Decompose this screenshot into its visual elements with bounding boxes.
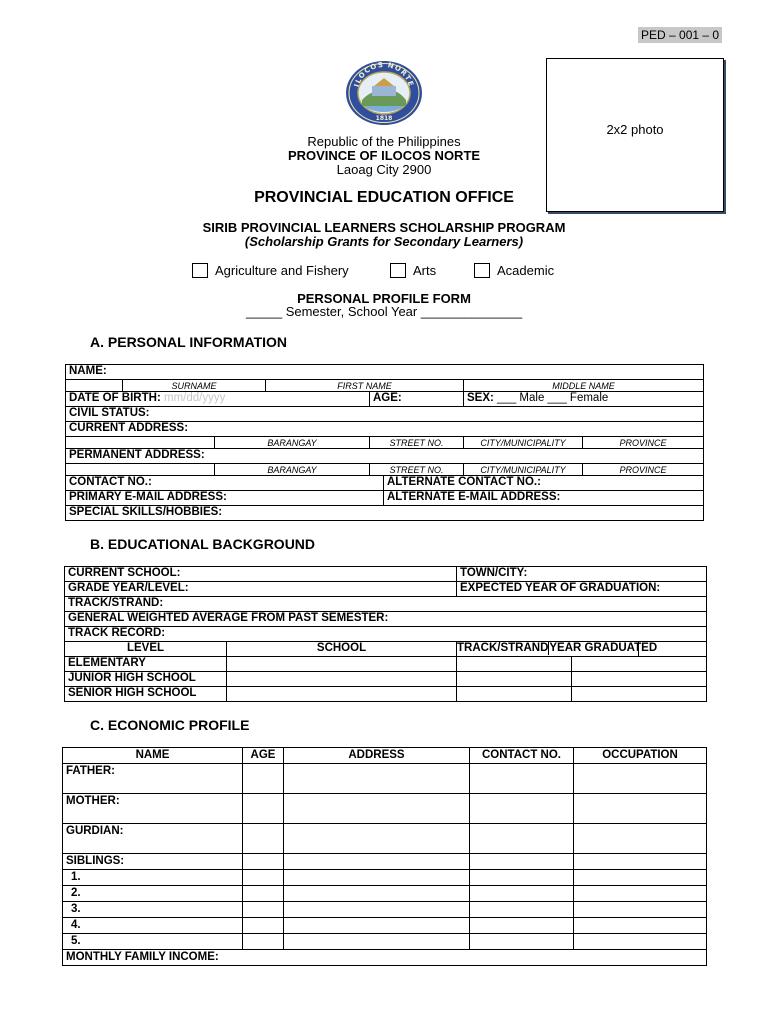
arts-checkbox[interactable]	[390, 263, 406, 278]
form-code: PED – 001 – 0	[638, 27, 722, 43]
permanent-province-label: PROVINCE	[583, 464, 704, 476]
economic-table	[62, 747, 707, 966]
section-b-heading: B. EDUCATIONAL BACKGROUND	[90, 536, 316, 552]
table-row	[63, 748, 707, 764]
permanent-city-label: CITY/MUNICIPALITY	[464, 464, 583, 476]
track-strand-field[interactable]: TRACK/STRAND:	[65, 597, 707, 612]
personal-info-table	[65, 364, 704, 521]
education-table	[64, 566, 707, 702]
sibling-number: 3.	[63, 902, 243, 918]
col-address: ADDRESS	[284, 748, 470, 764]
col-contact-no: CONTACT NO.	[470, 748, 574, 764]
col-occupation: OCCUPATION	[574, 748, 707, 764]
first-name-label: FIRST NAME	[266, 380, 464, 392]
permanent-address-field[interactable]: PERMANENT ADDRESS:	[66, 449, 704, 464]
alt-email-field[interactable]: ALTERNATE E-MAIL ADDRESS:	[384, 491, 704, 506]
sibling-number: 2.	[63, 886, 243, 902]
primary-email-field[interactable]: PRIMARY E-MAIL ADDRESS:	[66, 491, 384, 506]
middle-name-label: MIDDLE NAME	[464, 380, 704, 392]
contact-no-field[interactable]: CONTACT NO.:	[66, 476, 384, 491]
skills-field[interactable]: SPECIAL SKILLS/HOBBIES:	[66, 506, 704, 521]
table-row	[63, 870, 707, 886]
current-province-label: PROVINCE	[583, 437, 704, 449]
age-field[interactable]: AGE:	[370, 392, 464, 407]
table-row	[63, 764, 707, 794]
semester-line[interactable]: _____ Semester, School Year ______________	[245, 304, 523, 319]
senior-high-year-cell[interactable]	[572, 687, 706, 701]
provincial-seal-logo	[344, 60, 424, 126]
table-row	[65, 642, 707, 657]
table-row	[63, 950, 707, 966]
dob-placeholder: mm/dd/yyyy	[163, 392, 226, 404]
siblings-label: SIBLINGS:	[63, 854, 243, 870]
table-row	[65, 672, 707, 687]
mother-label: MOTHER:	[63, 794, 243, 824]
seal-text: ILOCOS NORTE	[352, 60, 416, 88]
table-row	[66, 407, 704, 422]
table-row	[65, 597, 707, 612]
monthly-income-field[interactable]: MONTHLY FAMILY INCOME:	[63, 950, 707, 966]
col-track-strand: TRACK/STRAND	[457, 642, 549, 654]
grade-year-field[interactable]: GRADE YEAR/LEVEL:	[65, 582, 457, 597]
option-arts[interactable]	[390, 261, 436, 279]
city-line: Laoag City 2900	[336, 162, 432, 177]
civil-status-field[interactable]: CIVIL STATUS:	[66, 407, 704, 422]
father-label: FATHER:	[63, 764, 243, 794]
table-row	[65, 567, 707, 582]
level-senior-high: SENIOR HIGH SCHOOL	[65, 687, 227, 702]
table-row	[66, 380, 704, 392]
option-academic[interactable]	[474, 261, 554, 279]
table-row	[65, 612, 707, 627]
section-a-heading: A. PERSONAL INFORMATION	[90, 334, 288, 350]
junior-high-track-cell[interactable]	[457, 672, 572, 686]
table-row	[63, 934, 707, 950]
current-school-field[interactable]: CURRENT SCHOOL:	[65, 567, 457, 582]
table-row	[66, 491, 704, 506]
table-row	[66, 464, 704, 476]
sibling-number: 4.	[63, 918, 243, 934]
level-junior-high: JUNIOR HIGH SCHOOL	[65, 672, 227, 687]
program-subtitle: (Scholarship Grants for Secondary Learners)	[244, 234, 524, 249]
current-city-label: CITY/MUNICIPALITY	[464, 437, 583, 449]
table-row	[66, 422, 704, 437]
table-row	[66, 476, 704, 491]
current-barangay-label: BARANGAY	[215, 437, 370, 449]
permanent-barangay-label: BARANGAY	[215, 464, 370, 476]
dob-field[interactable]: DATE OF BIRTH: mm/dd/yyyy	[66, 392, 370, 407]
table-row	[66, 365, 704, 380]
table-row	[65, 582, 707, 597]
republic-line: Republic of the Philippines	[307, 134, 461, 149]
table-row	[63, 902, 707, 918]
elementary-school-cell[interactable]	[227, 657, 457, 672]
table-row	[66, 506, 704, 521]
current-street-label: STREET NO.	[370, 437, 464, 449]
table-row	[65, 657, 707, 672]
section-c-heading: C. ECONOMIC PROFILE	[90, 717, 250, 733]
agriculture-checkbox[interactable]	[192, 263, 208, 278]
elementary-year-cell[interactable]	[572, 657, 706, 671]
arts-label: Arts	[413, 262, 437, 278]
option-agriculture[interactable]	[192, 261, 349, 279]
table-row	[66, 449, 704, 464]
form-title: PERSONAL PROFILE FORM	[297, 291, 471, 306]
table-row	[65, 687, 707, 702]
academic-label: Academic	[497, 262, 555, 278]
level-elementary: ELEMENTARY	[65, 657, 227, 672]
table-row	[63, 886, 707, 902]
elementary-track-cell[interactable]	[457, 657, 572, 671]
name-label: NAME:	[66, 365, 704, 380]
table-row	[63, 854, 707, 870]
table-row	[65, 627, 707, 642]
program-title: SIRIB PROVINCIAL LEARNERS SCHOLARSHIP PROGRAM	[202, 220, 566, 235]
col-age: AGE	[243, 748, 284, 764]
table-row	[63, 794, 707, 824]
col-year-graduated: YEAR GRADUATED	[549, 642, 658, 654]
col-school: SCHOOL	[227, 642, 457, 657]
sex-field[interactable]: SEX: ___ Male ___ Female	[464, 392, 704, 407]
agriculture-label: Agriculture and Fishery	[215, 262, 349, 278]
table-row	[63, 824, 707, 854]
surname-label: SURNAME	[123, 380, 266, 392]
sibling-number: 5.	[63, 934, 243, 950]
sibling-number: 1.	[63, 870, 243, 886]
guardian-label: GURDIAN:	[63, 824, 243, 854]
junior-high-school-cell[interactable]	[227, 672, 457, 687]
senior-high-school-cell[interactable]	[227, 687, 457, 702]
expected-graduation-field[interactable]: EXPECTED YEAR OF GRADUATION:	[457, 582, 707, 597]
province-line: PROVINCE OF ILOCOS NORTE	[287, 148, 481, 163]
junior-high-year-cell[interactable]	[572, 672, 706, 686]
office-title: PROVINCIAL EDUCATION OFFICE	[254, 189, 514, 206]
table-row	[63, 918, 707, 934]
track-record-label: TRACK RECORD:	[65, 627, 707, 642]
current-address-field[interactable]: CURRENT ADDRESS:	[66, 422, 704, 437]
photo-label: 2x2 photo	[606, 122, 664, 137]
table-row	[66, 392, 704, 407]
seal-year: 1818	[375, 115, 393, 122]
col-level: LEVEL	[65, 642, 227, 657]
table-row	[66, 437, 704, 449]
gwa-field[interactable]: GENERAL WEIGHTED AVERAGE FROM PAST SEMESTER:	[65, 612, 707, 627]
alt-contact-no-field[interactable]: ALTERNATE CONTACT NO.:	[384, 476, 704, 491]
senior-high-track-cell[interactable]	[457, 687, 572, 701]
col-name: NAME	[63, 748, 243, 764]
permanent-street-label: STREET NO.	[370, 464, 464, 476]
town-city-field[interactable]: TOWN/CITY:	[457, 567, 707, 582]
academic-checkbox[interactable]	[474, 263, 490, 278]
